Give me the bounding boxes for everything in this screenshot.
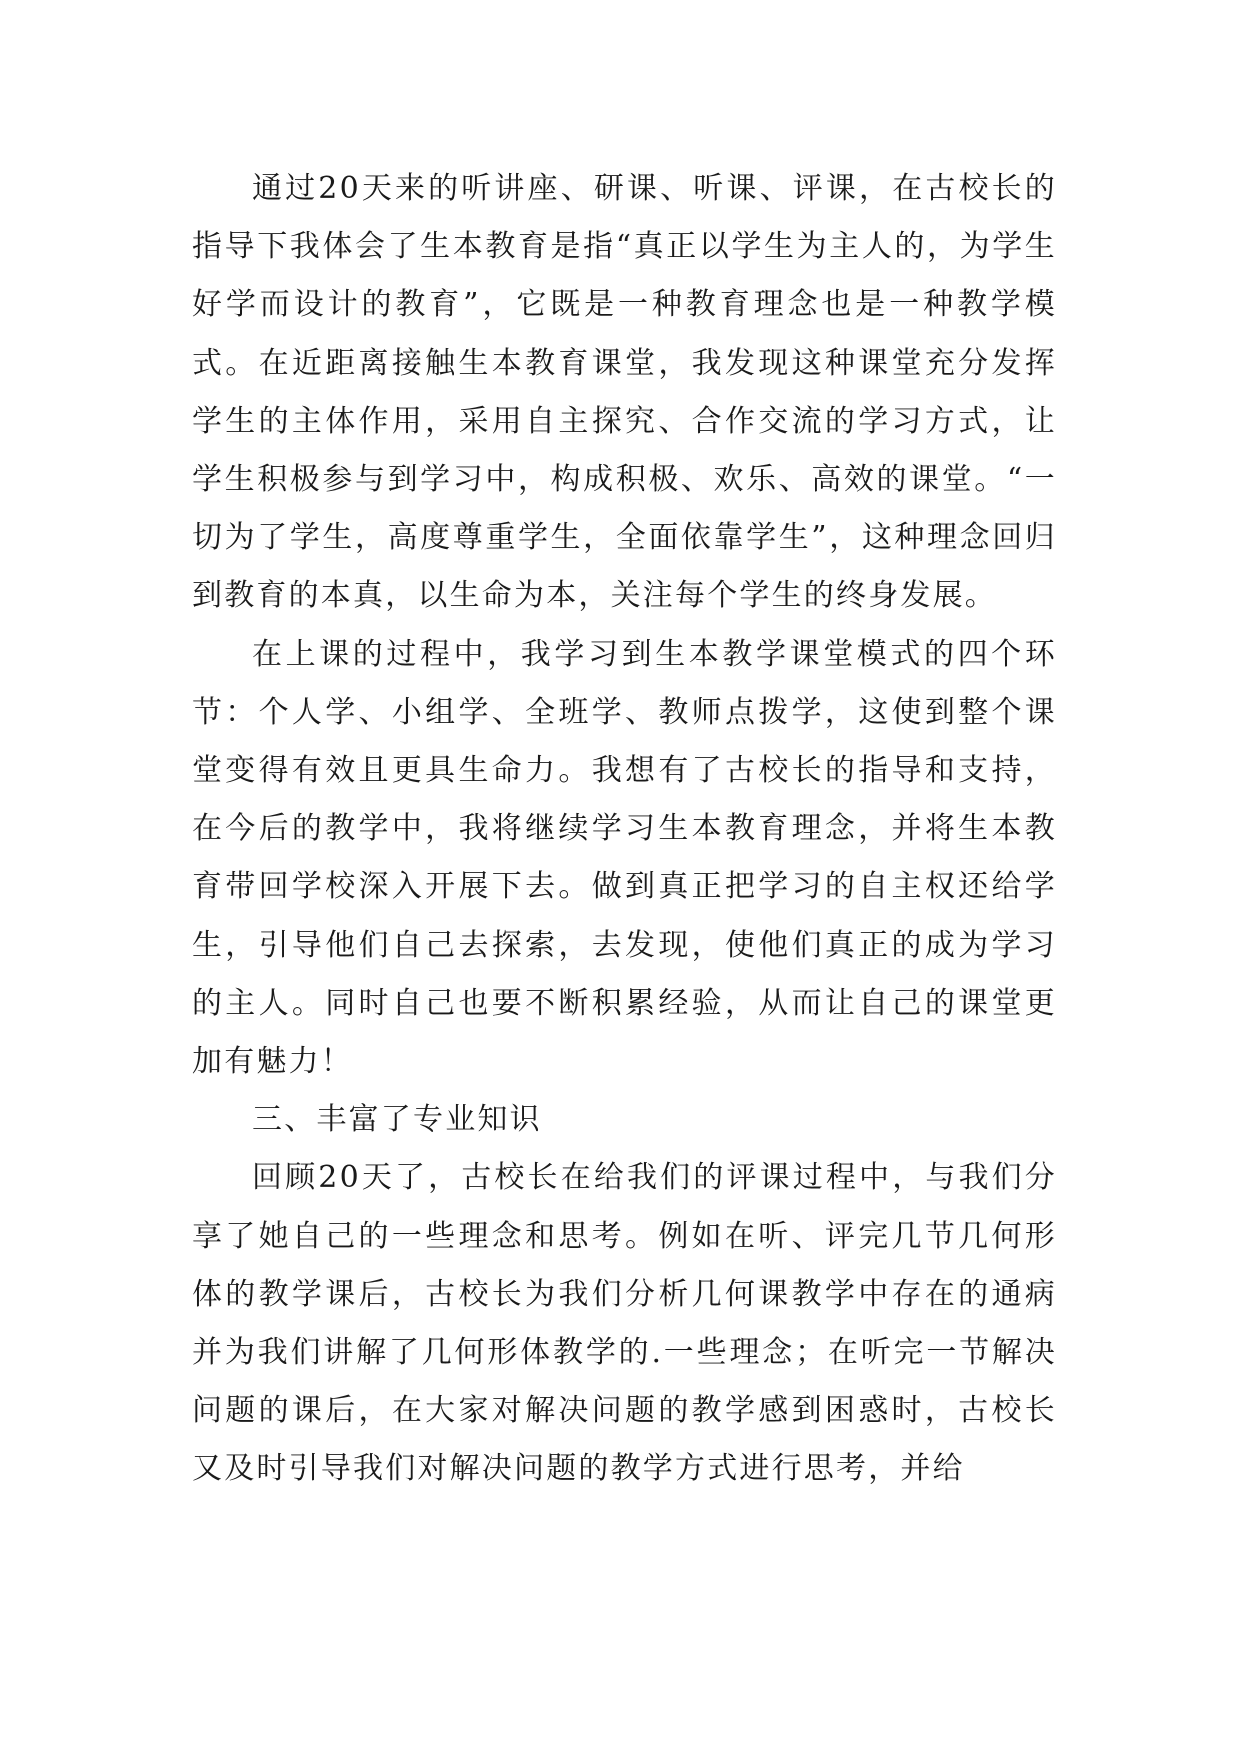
paragraph-review-twenty-days: 回顾20天了，古校长在给我们的评课过程中，与我们分享了她自己的一些理念和思考。例如在听、评完几节几何形体的教学课后，古校长为我们分析几何课教学中存在的通病并为我们讲解了几何形体教学的.一些理念；在听完一节解决问题的课后，在大家对解决问题的教学感到困惑时，古校长又及时引导我们对解决问题的教学方式进行思考，并给 [192,1160,1057,1487]
paragraph-reflection-on-student-centered-education: 通过20天来的听讲座、研课、听课、评课，在古校长的指导下我体会了生本教育是指“真正以学生为主人的，为学生好学而设计的教育”，它既是一种教育理念也是一种教学模式。在近距离接触生本教育课堂，我发现这种课堂充分发挥学生的主体作用，采用自主探究、合作交流的学习方式，让学生积极参与到学习中，构成积极、欢乐、高效的课堂。“一切为了学生，高度尊重学生，全面依靠学生”，这种理念回归到教育的本真，以生命为本，关注每个学生的终身发展。 [192,171,1057,614]
section-heading-professional-knowledge: 三、丰富了专业知识 [252,1102,542,1138]
paragraph-classroom-model: 在上课的过程中，我学习到生本教学课堂模式的四个环节：个人学、小组学、全班学、教师点拨学，这使到整个课堂变得有效且更具生命力。我想有了古校长的指导和支持，在今后的教学中，我将继续学习生本教育理念，并将生本教育带回学校深入开展下去。做到真正把学习的自主权还给学生，引导他们自己去探索，去发现，使他们真正的成为学习的主人。同时自己也要不断积累经验，从而让自己的课堂更加有魅力！ [192,636,1057,1080]
document-body [192,160,1057,1499]
